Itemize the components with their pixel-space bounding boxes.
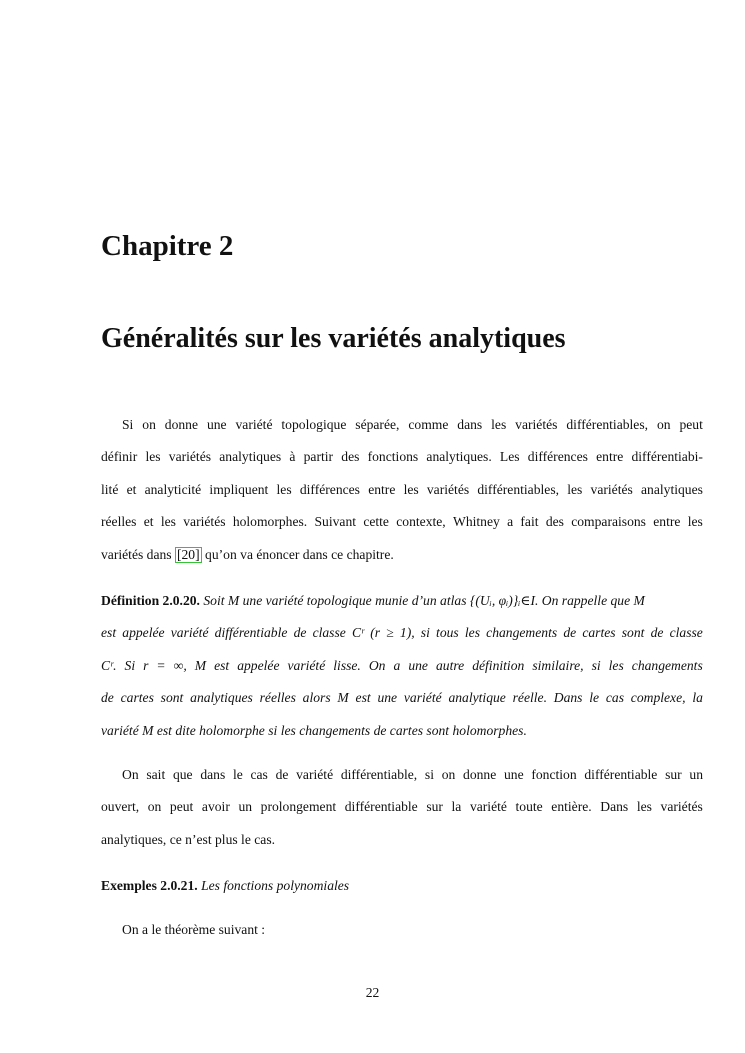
example-block [101, 870, 703, 902]
text-line: variété M est dite holomorphe si les changements de cartes sont holomorphes. [101, 722, 527, 738]
example-label: Exemples 2.0.21. [101, 878, 198, 893]
theorem-intro [101, 914, 703, 946]
intro-paragraph [101, 409, 703, 571]
chapter-title: Généralités sur les variétés analytiques [101, 323, 566, 354]
text-line: Définition 2.0.20. Soit M une variété topologique munie d’un atlas {(Uᵢ, φᵢ)}ᵢ∈I. On rappelle que M [101, 593, 645, 608]
definition-block [101, 585, 703, 747]
page-number: 22 [365, 985, 380, 1000]
text-line: variétés dans [20] qu’on va énoncer dans ce chapitre. [101, 546, 394, 562]
text-line: On sait que dans le cas de variété différentiable, si on donne une fonction différentiable sur un [122, 767, 703, 782]
text-line: Cʳ. Si r = ∞, M est appelée variété lisse. On a une autre définition similaire, si les changements [101, 657, 703, 673]
text-line: réelles et les variétés holomorphes. Suivant cette contexte, Whitney a fait des comparaisons entre les [101, 514, 703, 530]
text-line: analytiques, ce n’est plus le cas. [101, 831, 276, 847]
text-line: de cartes sont analytiques réelles alors M est une variété analytique réelle. Dans le cas complexe, la [101, 690, 703, 706]
citation-link[interactable]: [20] [176, 546, 200, 562]
definition-label: Définition 2.0.20. [101, 593, 200, 608]
chapter-label: Chapitre 2 [101, 230, 234, 262]
text-line: Exemples 2.0.21. Les fonctions polynomiales [101, 878, 350, 893]
second-paragraph [101, 759, 703, 856]
text-line: est appelée variété différentiable de classe Cʳ (r ≥ 1), si tous les changements de cartes sont de classe [101, 625, 703, 641]
text-line: ouvert, on peut avoir un prolongement différentiable sur la variété toute entière. Dans les variétés [101, 799, 703, 815]
text-line: Si on donne une variété topologique séparée, comme dans les variétés différentiables, on peut [122, 417, 703, 432]
text-line: définir les variétés analytiques à partir des fonctions analytiques. Les différences entre différentiabi- [101, 449, 703, 465]
text-line: On a le théorème suivant : [122, 922, 266, 937]
text-line: lité et analyticité impliquent les différences entre les variétés différentiables, les variétés analytiques [101, 481, 703, 497]
